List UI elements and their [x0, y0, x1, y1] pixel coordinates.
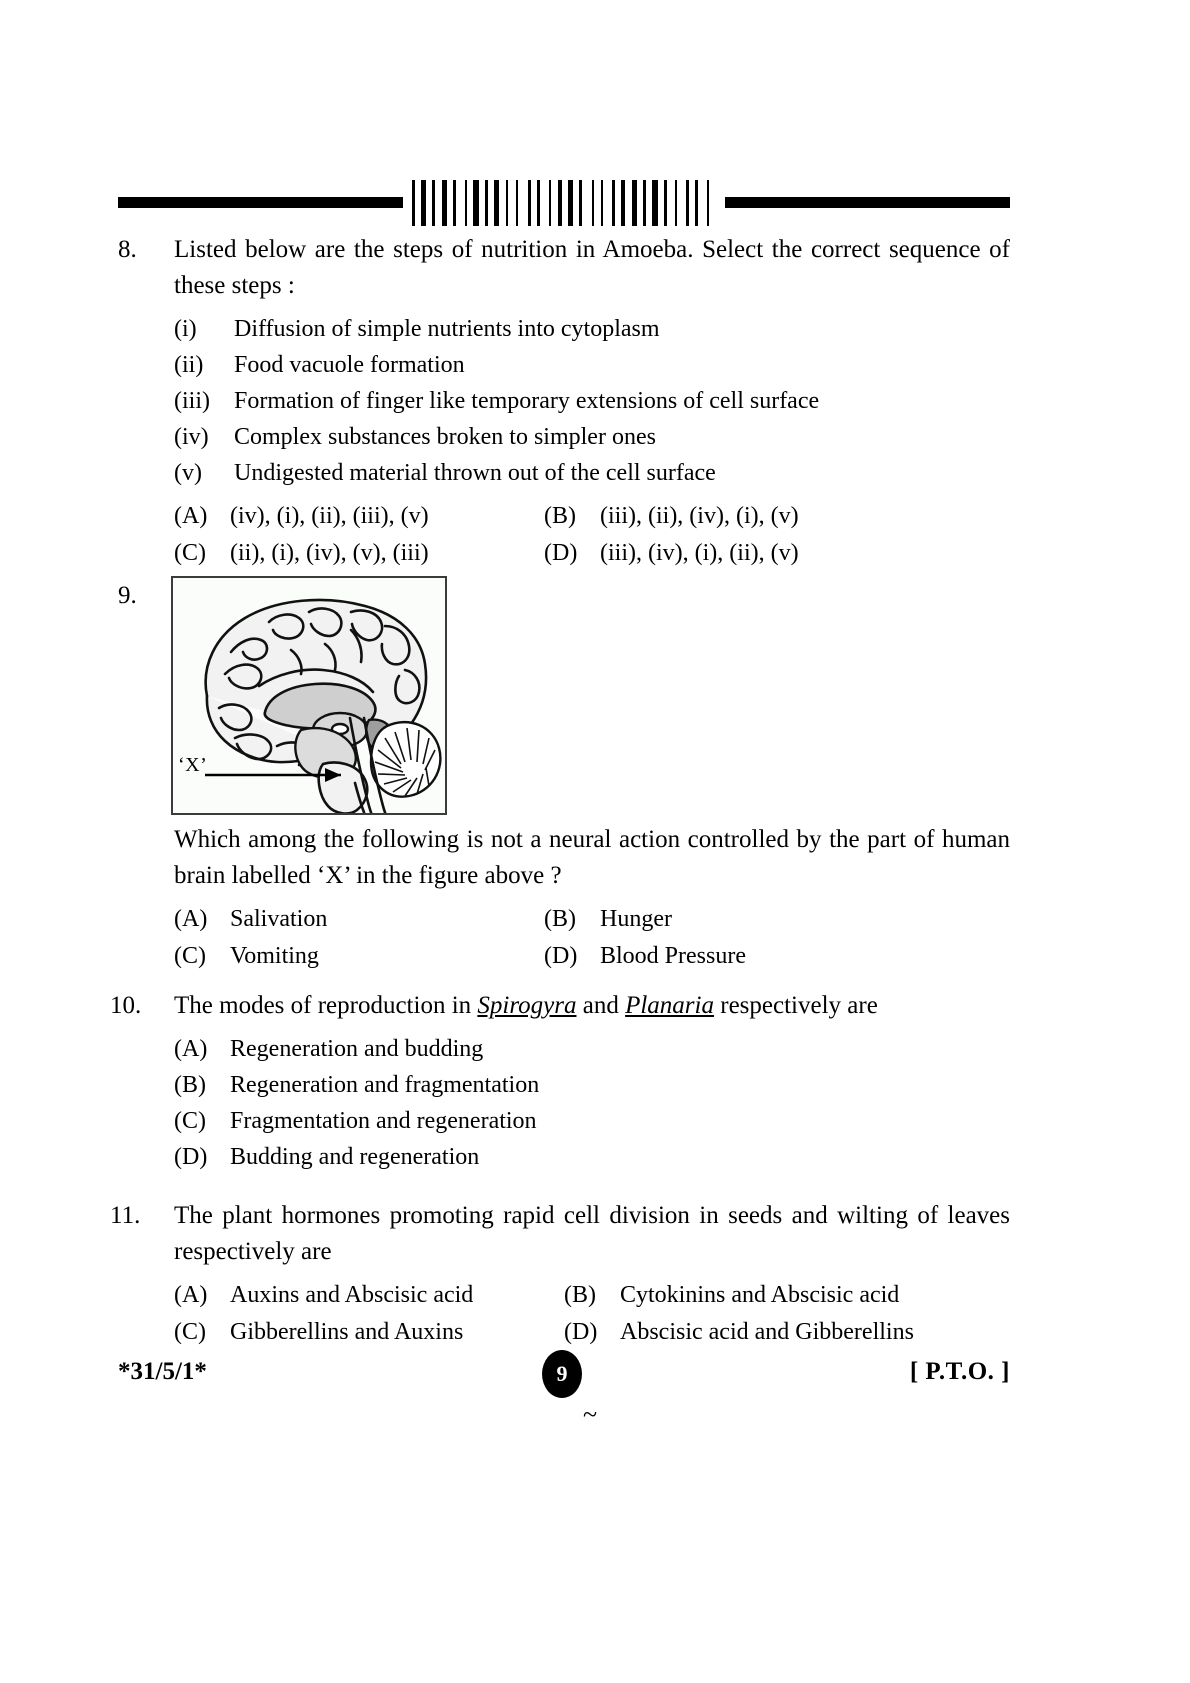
option-c[interactable] [174, 535, 544, 571]
option-key: (A) [174, 1036, 208, 1062]
option-key: (A) [174, 1282, 208, 1308]
question-number: 9. [118, 582, 137, 609]
option-text: Cytokinins and Abscisic acid [620, 1282, 900, 1308]
question-9 [118, 822, 1010, 975]
figure-label-x: ‘X’ [178, 754, 208, 776]
option-text: Auxins and Abscisic acid [230, 1282, 474, 1308]
question-stem [174, 988, 1010, 1024]
option-a[interactable] [174, 1031, 483, 1067]
scientific-name-spirogyra: Spirogyra [477, 992, 577, 1019]
option-key: (B) [544, 906, 576, 932]
option-key: (C) [174, 1108, 206, 1134]
barcode [412, 180, 717, 226]
sub-item-list [174, 312, 1010, 491]
option-key: (A) [174, 906, 208, 932]
question-stem: Listed below are the steps of nutrition in Amoeba. Select the correct sequence of these steps : [174, 236, 1010, 299]
option-list [174, 498, 1010, 571]
option-row [174, 1067, 1010, 1103]
stem-part-after: respectively are [714, 992, 878, 1019]
scientific-name-planaria: Planaria [625, 992, 714, 1019]
option-a[interactable] [174, 901, 544, 937]
option-c[interactable] [174, 1314, 564, 1350]
option-d[interactable] [544, 938, 746, 974]
option-b[interactable] [544, 498, 799, 534]
question-10 [110, 988, 1010, 1175]
option-d[interactable] [174, 1139, 479, 1175]
option-row [174, 1277, 1010, 1313]
stem-part-middle: and [576, 992, 626, 1019]
brain-diagram-svg [173, 578, 445, 813]
sub-item [174, 348, 1010, 383]
question-stem: Which among the following is not a neural action controlled by the part of human brain labelled ‘X’ in the figure above ? [174, 826, 1010, 889]
option-row [174, 1139, 1010, 1175]
option-key: (D) [544, 943, 578, 969]
option-b[interactable] [564, 1277, 899, 1313]
question-9-number-wrap [118, 578, 174, 614]
option-row [174, 1103, 1010, 1139]
sub-item-label: (iii) [174, 388, 210, 414]
sub-item-text: Undigested material thrown out of the cell surface [234, 460, 716, 486]
sub-item [174, 456, 1010, 491]
option-row [174, 938, 1010, 974]
header-rule-left [118, 197, 403, 208]
sub-item [174, 384, 1010, 419]
sub-item-label: (ii) [174, 352, 204, 378]
option-key: (C) [174, 540, 206, 566]
sub-item-text: Complex substances broken to simpler ones [234, 424, 656, 450]
question-stem: The plant hormones promoting rapid cell division in seeds and wilting of leaves respectively are [174, 1202, 1010, 1265]
sub-item-text: Food vacuole formation [234, 352, 465, 378]
option-key: (C) [174, 1319, 206, 1345]
option-text: Gibberellins and Auxins [230, 1319, 464, 1345]
option-text: (ii), (i), (iv), (v), (iii) [230, 540, 429, 566]
option-b[interactable] [174, 1067, 539, 1103]
page-footer [118, 1358, 1010, 1398]
option-text: (iii), (ii), (iv), (i), (v) [600, 503, 799, 529]
option-c[interactable] [174, 938, 544, 974]
option-b[interactable] [544, 901, 672, 937]
option-text: Salivation [230, 906, 328, 932]
option-list [174, 1277, 1010, 1350]
option-text: Regeneration and budding [230, 1036, 484, 1062]
paper-code: *31/5/1* [118, 1358, 207, 1385]
sub-item-label: (iv) [174, 424, 209, 450]
option-key: (D) [544, 540, 578, 566]
footer-mark: ~ [583, 1400, 598, 1429]
option-key: (C) [174, 943, 206, 969]
option-text: Regeneration and fragmentation [230, 1072, 540, 1098]
pto-label: [ P.T.O. ] [909, 1358, 1010, 1385]
brain-figure [171, 576, 447, 815]
question-8 [118, 232, 1010, 572]
option-row [174, 1314, 1010, 1350]
option-row [174, 535, 1010, 571]
option-key: (D) [564, 1319, 598, 1345]
option-text: (iii), (iv), (i), (ii), (v) [600, 540, 799, 566]
option-row [174, 1031, 1010, 1067]
header-rule-right [725, 197, 1010, 208]
sub-item-text: Formation of finger like temporary extensions of cell surface [234, 388, 820, 414]
option-a[interactable] [174, 498, 544, 534]
option-a[interactable] [174, 1277, 564, 1313]
option-key: (D) [174, 1144, 208, 1170]
option-key: (B) [174, 1072, 206, 1098]
option-d[interactable] [564, 1314, 914, 1350]
question-11 [110, 1198, 1010, 1351]
option-text: Vomiting [230, 943, 319, 969]
option-text: (iv), (i), (ii), (iii), (v) [230, 503, 429, 529]
option-d[interactable] [544, 535, 799, 571]
sub-item-label: (v) [174, 460, 202, 486]
page-number-badge: 9 [542, 1350, 582, 1398]
option-text: Abscisic acid and Gibberellins [620, 1319, 914, 1345]
question-number: 10. [110, 992, 142, 1019]
option-text: Budding and regeneration [230, 1144, 480, 1170]
option-key: (B) [544, 503, 576, 529]
sub-item [174, 420, 1010, 455]
option-row [174, 901, 1010, 937]
question-number: 8. [118, 236, 137, 263]
stem-part-before: The modes of reproduction in [174, 992, 478, 1019]
option-list [174, 901, 1010, 974]
sub-item [174, 312, 1010, 347]
option-text: Hunger [600, 906, 672, 932]
option-key: (B) [564, 1282, 596, 1308]
option-text: Blood Pressure [600, 943, 746, 969]
option-row [174, 498, 1010, 534]
sub-item-text: Diffusion of simple nutrients into cytoplasm [234, 316, 660, 342]
option-key: (A) [174, 503, 208, 529]
sub-item-label: (i) [174, 316, 197, 342]
option-c[interactable] [174, 1103, 537, 1139]
option-text: Fragmentation and regeneration [230, 1108, 537, 1134]
question-number: 11. [110, 1202, 141, 1229]
page-header [118, 175, 1010, 230]
option-list [174, 1031, 1010, 1175]
